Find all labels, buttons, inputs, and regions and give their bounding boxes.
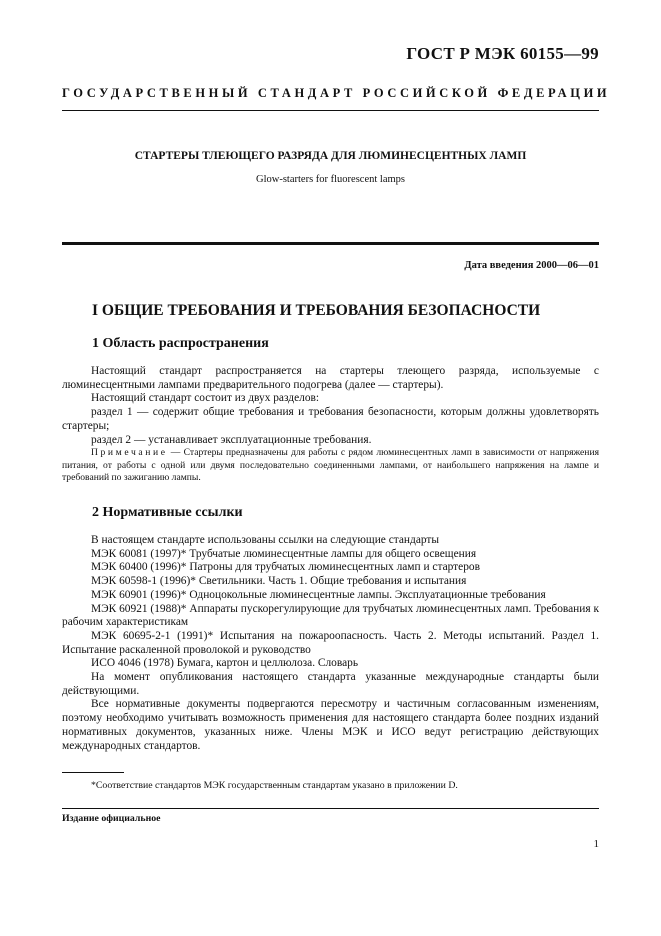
- document-title: СТАРТЕРЫ ТЛЕЮЩЕГО РАЗРЯДА ДЛЯ ЛЮМИНЕСЦЕНТНЫХ ЛАМП: [134, 150, 527, 162]
- footer-divider: [62, 808, 599, 809]
- reference-item: МЭК 60921 (1988)* Аппараты пускорегулирующие для трубчатых люминесцентных ламп. Требования к рабочим характеристикам: [62, 602, 599, 629]
- paragraph: В настоящем стандарте использованы ссылки на следующие стандарты: [91, 534, 440, 546]
- page-number: 1: [593, 838, 599, 850]
- note-text: — Стартеры предназначены для работы с рядом люминесцентных ламп в зависимости от напряжения питания, от работы с одной или двумя последовательно соединенными лампами, от наибольшего напряжения на лампе и требований по зажиганию лампы.: [62, 447, 599, 484]
- footnote-divider: [62, 772, 124, 773]
- edition-label: Издание официальное: [62, 813, 161, 824]
- state-standard-header: ГОСУДАРСТВЕННЫЙ СТАНДАРТ РОССИЙСКОЙ ФЕДЕРАЦИИ: [62, 86, 611, 100]
- section-1-note: [62, 447, 599, 485]
- reference-item: МЭК 60400 (1996)* Патроны для трубчатых люминесцентных ламп и стартеров: [91, 561, 480, 574]
- reference-item: МЭК 60901 (1996)* Одноцокольные люминесцентные лампы. Эксплуатационные требования: [91, 588, 546, 601]
- paragraph: раздел 2 — устанавливает эксплуатационные требования.: [91, 433, 372, 446]
- paragraph: Все нормативные документы подвергаются пересмотру и частичным согласованным изменениям, поэтому необходимо учитывать возможность применения для настоящего стандарта более поздних изданий нормативных документов, указанных ниже. Члены МЭК и ИСО ведут регистрацию действующих международных стандартов.: [62, 698, 599, 752]
- section-2-title: 2 Нормативные ссылки: [92, 505, 243, 520]
- note-label: Примечание: [91, 447, 168, 458]
- reference-item: МЭК 60598-1 (1996)* Светильники. Часть 1. Общие требования и испытания: [91, 575, 467, 588]
- paragraph: раздел 1 — содержит общие требования и требования безопасности, которым должны удовлетворять стартеры;: [62, 406, 599, 432]
- header-divider: [62, 110, 599, 111]
- introduction-date: Дата введения 2000—06—01: [464, 260, 599, 271]
- section-1-body: [62, 365, 599, 447]
- reference-item: ИСО 4046 (1978) Бумага, картон и целлюлоза. Словарь: [91, 657, 359, 670]
- reference-item: МЭК 60695-2-1 (1991)* Испытания на пожароопасность. Часть 2. Методы испытаний. Раздел 1. Испытание раскаленной проволокой и руководство: [62, 629, 599, 656]
- paragraph: Настоящий стандарт состоит из двух разделов:: [91, 392, 320, 405]
- reference-item: МЭК 60081 (1997)* Трубчатые люминесцентные лампы для общего освещения: [91, 547, 477, 560]
- title-divider: [62, 242, 599, 245]
- paragraph: На момент опубликования настоящего стандарта указанные международные стандарты были действующими.: [62, 671, 599, 697]
- section-1-title: 1 Область распространения: [92, 336, 269, 351]
- paragraph: Настоящий стандарт распространяется на стартеры тлеющего разряда, используемые с люминесцентными лампами предварительного подогрева (далее — стартеры).: [62, 365, 599, 391]
- document-title-english: Glow-starters for fluorescent lamps: [256, 174, 405, 185]
- part-title: I ОБЩИЕ ТРЕБОВАНИЯ И ТРЕБОВАНИЯ БЕЗОПАСНОСТИ: [92, 302, 541, 319]
- footnote: *Соответствие стандартов МЭК государственным стандартам указано в приложении D.: [91, 780, 458, 791]
- section-2-body: [62, 534, 599, 753]
- document-number: ГОСТ Р МЭК 60155—99: [406, 44, 599, 63]
